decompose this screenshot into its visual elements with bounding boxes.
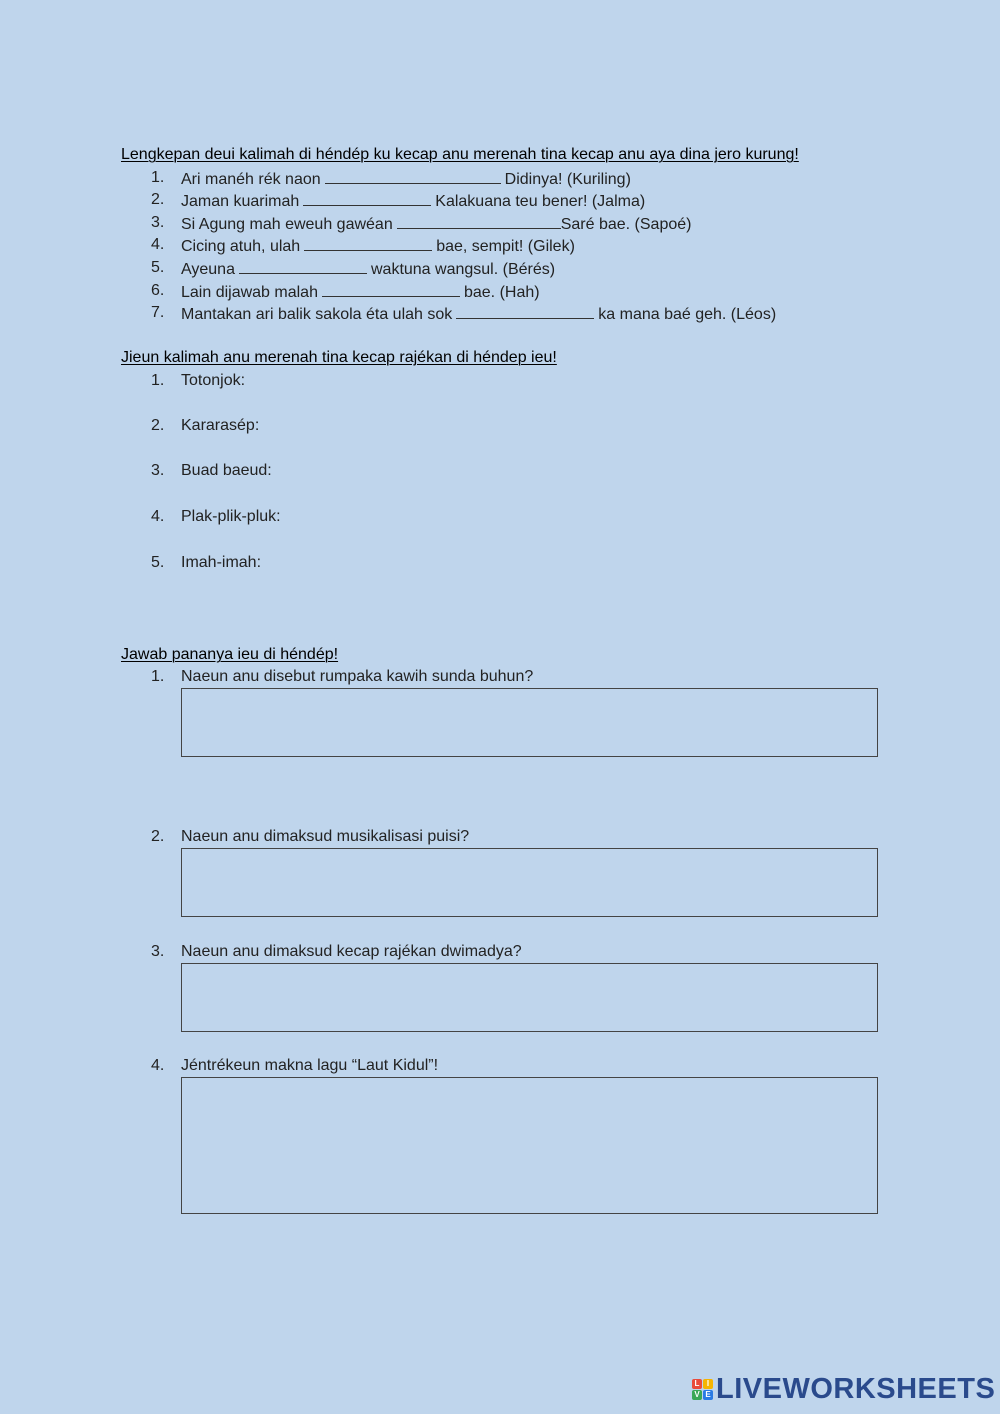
section3-heading: Jawab pananya ieu di héndép! — [121, 646, 339, 663]
item-text-before: Mantakan ari balik sakola éta ulah sok — [181, 306, 453, 323]
blank-line[interactable] — [303, 191, 431, 206]
logo-letter: E — [703, 1390, 713, 1400]
logo-letter: L — [692, 1379, 702, 1389]
answer-box[interactable] — [181, 848, 878, 917]
section1-heading: Lengkepan deui kalimah di héndép ku kecap anu merenah tina kecap anu aya dina jero kurung! — [121, 146, 799, 163]
item-number: 7. — [151, 304, 165, 321]
item-text-before: Cicing atuh, ulah — [181, 238, 301, 255]
item-number: 4. — [151, 1057, 165, 1074]
item-text: Jéntrékeun makna lagu “Laut Kidul”! — [181, 1057, 439, 1074]
item-number: 1. — [151, 169, 165, 186]
item-number: 1. — [151, 372, 165, 389]
item-text: Naeun anu dimaksud musikalisasi puisi? — [181, 828, 470, 845]
item-number: 4. — [151, 236, 165, 253]
blank-line[interactable] — [304, 236, 432, 251]
item-number: 3. — [151, 943, 165, 960]
item-text: Imah-imah: — [181, 554, 262, 571]
logo-text: LIVEWORKSHEETS — [716, 1372, 996, 1405]
item-number: 4. — [151, 508, 165, 525]
item-text-after: Saré bae. (Sapoé) — [560, 216, 692, 233]
liveworksheets-logo[interactable] — [692, 1374, 995, 1404]
item-number: 5. — [151, 259, 165, 276]
item-number: 3. — [151, 462, 165, 479]
item-text-before: Ayeuna — [181, 261, 235, 278]
item-text: Naeun anu disebut rumpaka kawih sunda buhun? — [181, 668, 534, 685]
item-text: Kararasép: — [181, 417, 260, 434]
blank-line[interactable] — [397, 214, 561, 229]
item-number: 2. — [151, 417, 165, 434]
item-number: 1. — [151, 668, 165, 685]
item-text-after: bae, sempit! (Gilek) — [436, 238, 575, 255]
item-text-before: Jaman kuarimah — [181, 193, 300, 210]
blank-line[interactable] — [456, 304, 594, 319]
item-number: 6. — [151, 282, 165, 299]
answer-box[interactable] — [181, 963, 878, 1032]
item-number: 2. — [151, 828, 165, 845]
blank-line[interactable] — [325, 169, 501, 184]
item-number: 2. — [151, 191, 165, 208]
item-text-after: Kalakuana teu bener! (Jalma) — [435, 193, 646, 210]
item-text: Plak-plik-pluk: — [181, 508, 281, 525]
item-text-after: Didinya! (Kuriling) — [504, 171, 631, 188]
item-number: 5. — [151, 554, 165, 571]
item-text-before: Si Agung mah eweuh gawéan — [181, 216, 393, 233]
item-number: 3. — [151, 214, 165, 231]
blank-line[interactable] — [322, 282, 460, 297]
item-text-before: Lain dijawab malah — [181, 284, 318, 301]
answer-box[interactable] — [181, 1077, 878, 1214]
item-text-after: waktuna wangsul. (Bérés) — [370, 261, 556, 278]
item-text-after: ka mana baé geh. (Léos) — [598, 306, 777, 323]
blank-line[interactable] — [239, 259, 367, 274]
item-text: Buad baeud: — [181, 462, 272, 479]
logo-letter: V — [692, 1390, 702, 1400]
item-text-after: bae. (Hah) — [463, 284, 540, 301]
item-text-before: Ari manéh rék naon — [181, 171, 321, 188]
item-text: Totonjok: — [181, 372, 246, 389]
item-text: Naeun anu dimaksud kecap rajékan dwimadya? — [181, 943, 522, 960]
answer-box[interactable] — [181, 688, 878, 757]
logo-letter: I — [703, 1379, 713, 1389]
section2-heading: Jieun kalimah anu merenah tina kecap rajékan di héndep ieu! — [121, 349, 557, 366]
logo-grid-icon — [692, 1379, 713, 1400]
